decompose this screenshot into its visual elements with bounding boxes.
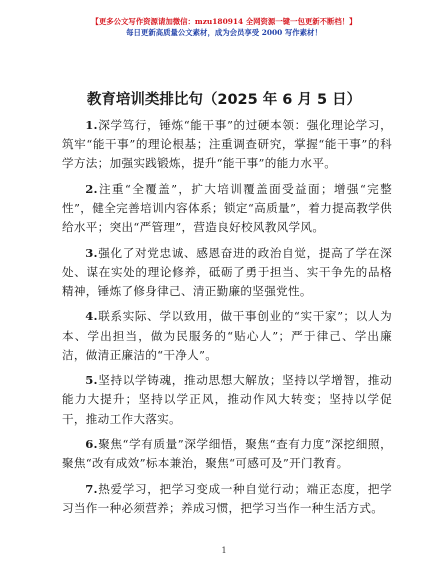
promo-banner — [0, 16, 448, 38]
paragraph-2 — [62, 180, 392, 238]
paragraph-5 — [62, 371, 392, 429]
paragraph-number: 3. — [85, 245, 98, 260]
page-number: 1 — [221, 546, 227, 555]
paragraph-number: 1. — [85, 118, 98, 132]
paragraph-7 — [62, 480, 392, 518]
paragraph-3 — [62, 244, 392, 302]
paragraph-text: 联系实际、学以致用，做干事创业的“实干家”；以人为本、学出担当，做为民服务的“贴心人”；严于律己、学出廉洁，做清正廉洁的“干净人”。 — [62, 309, 392, 362]
paragraph-number: 6. — [85, 436, 98, 451]
promo-banner-line2: 每日更新高质量公文素材，成为会员享受 2000 写作素材！ — [126, 28, 322, 37]
paragraph-number: 5. — [85, 373, 98, 388]
paragraph-4 — [62, 307, 392, 365]
paragraph-number: 4. — [85, 309, 98, 324]
paragraph-text: 注重“全覆盖”，扩大培训覆盖面受益面；增强“完整性”，健全完善培训内容体系；锁定“高质量”，着力提高教学供给水平；突出“严管理”，营造良好校风教风学风。 — [62, 181, 392, 235]
document-body — [62, 116, 392, 524]
paragraph-text: 聚焦“学有质量”深学细悟，聚焦“查有力度”深挖细照，聚焦“改有成效”标本兼治，聚焦“可感可及”开门教育。 — [62, 436, 392, 471]
paragraph-1 — [62, 116, 392, 174]
paragraph-text: 深学笃行，锤炼“能干事”的过硬本领：强化理论学习，筑牢“能干事”的理论根基；注重调查研究，掌握“能干事”的科学方法；加强实践锻炼，提升“能干事”的能力水平。 — [62, 118, 392, 171]
paragraph-number: 7. — [85, 481, 98, 496]
paragraph-text: 热爱学习，把学习变成一种自觉行动；端正态度，把学习当作一种必须营养；养成习惯，把学习当作一种生活方式。 — [62, 481, 392, 515]
paragraph-6 — [62, 435, 392, 473]
paragraph-text: 强化了对党忠诚、感恩奋进的政治自觉，提高了学在深处、谋在实处的理论修养，砥砺了勇于担当、实干争先的品格精神，锤炼了修身律己、清正勤廉的坚强党性。 — [62, 245, 392, 298]
paragraph-number: 2. — [85, 181, 98, 196]
document-title: 教育培训类排比句（2025 年 6 月 5 日） — [86, 92, 362, 108]
paragraph-text: 坚持以学铸魂，推动思想大解放；坚持以学增智，推动能力大提升；坚持以学正风，推动作风大转变；坚持以学促干，推动工作大落实。 — [62, 373, 392, 426]
promo-banner-line1: 【更多公文写作资源请加微信：mzu180914 全网资源一键一包更新不断档！】 — [91, 17, 357, 26]
